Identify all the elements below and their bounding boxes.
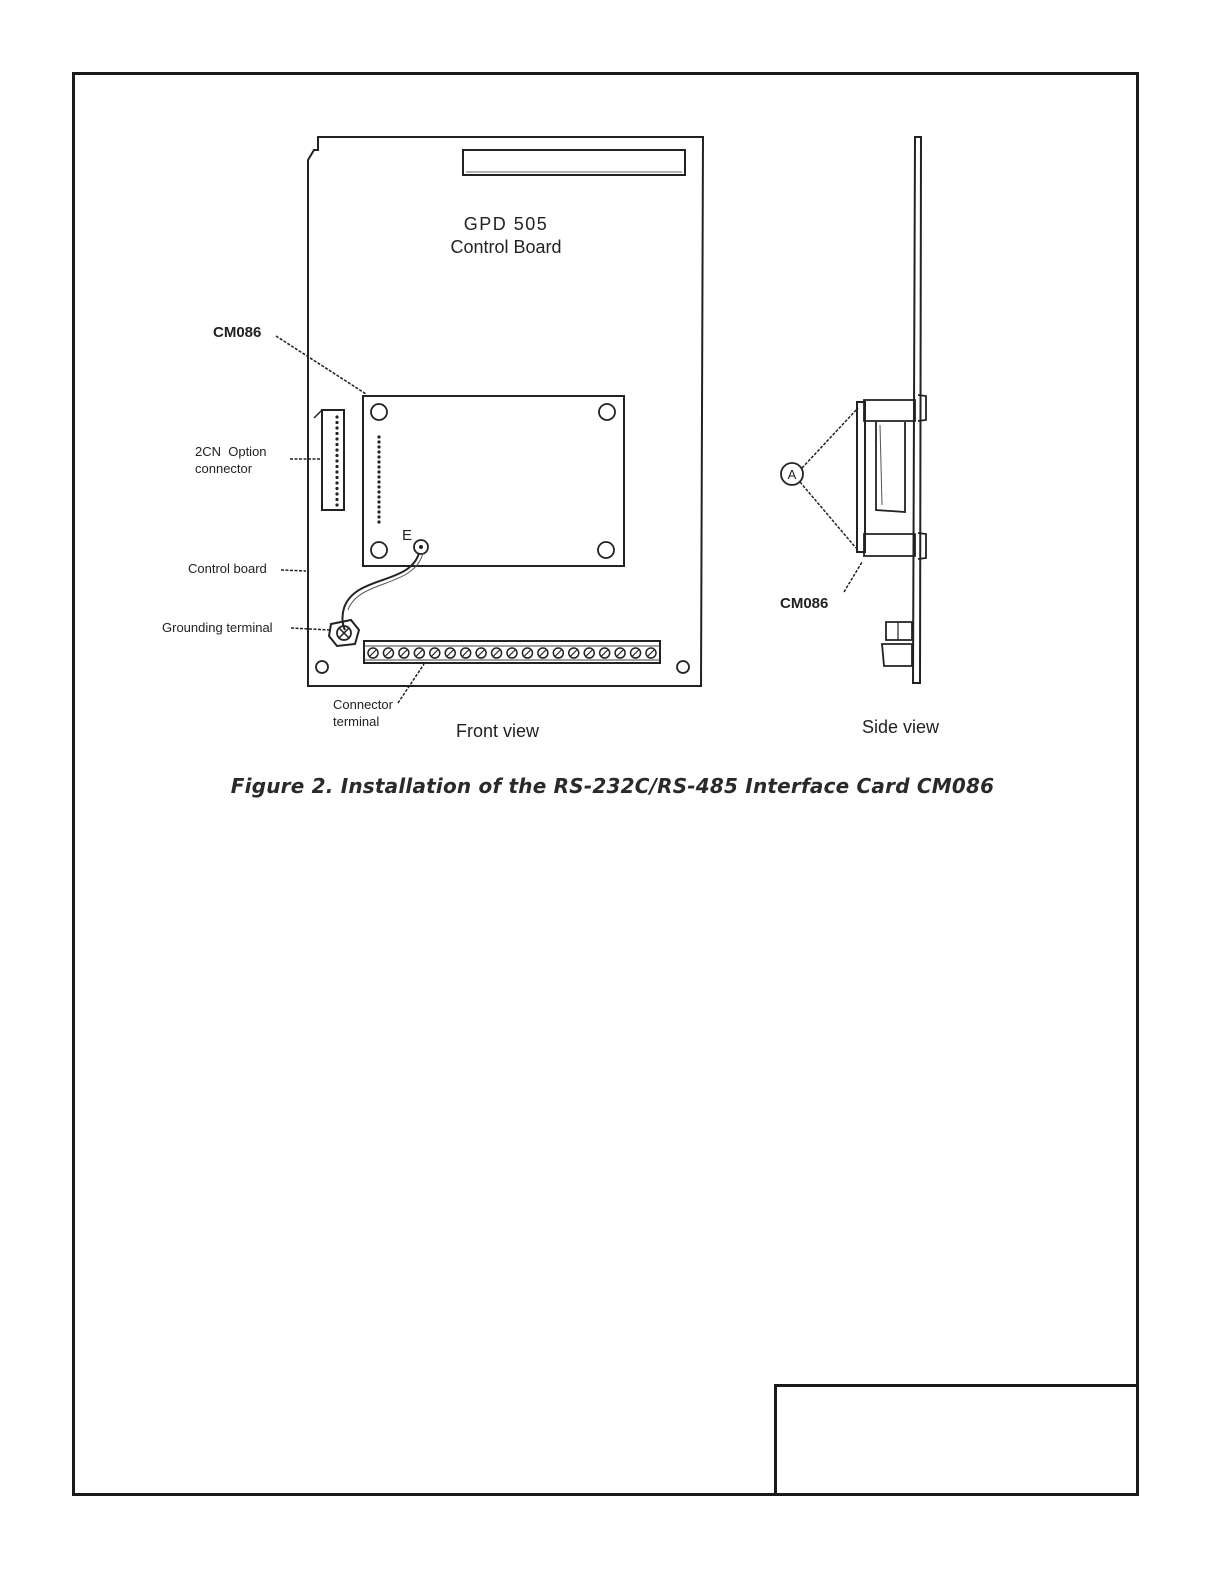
card-pin: [377, 500, 380, 503]
connector-pin: [335, 498, 338, 501]
connector-pin: [335, 421, 338, 424]
terminal-screw: [538, 648, 548, 658]
terminal-screw: [522, 648, 532, 658]
connector-pin: [335, 415, 338, 418]
card-pin: [377, 445, 380, 448]
connector-pin: [335, 470, 338, 473]
connector-pin: [335, 426, 338, 429]
card-pin: [377, 495, 380, 498]
card-pin: [377, 470, 380, 473]
grounding-wire: [342, 553, 419, 630]
card-pin: [377, 515, 380, 518]
terminal-screw: [615, 648, 625, 658]
card-pin-row: [377, 435, 380, 523]
terminal-screw: [492, 648, 502, 658]
connector-pin: [335, 481, 338, 484]
cm086-front-label: CM086: [213, 324, 262, 341]
connector-pin: [335, 432, 338, 435]
e-label: E: [402, 527, 413, 544]
control-board-label: Control board: [188, 561, 267, 576]
board-title: GPD 505: [463, 214, 549, 234]
terminal-screw: [430, 648, 440, 658]
connector-pin: [335, 465, 338, 468]
terminal-screw: [631, 648, 641, 658]
connector-pin: [335, 476, 338, 479]
a-marker-label: A: [787, 467, 797, 482]
card-pin: [377, 485, 380, 488]
option-connector-label-line1: 2CN Option: [195, 444, 267, 459]
terminal-screw: [368, 648, 378, 658]
side-view: [780, 137, 940, 737]
front-view: [162, 137, 703, 741]
grounding-terminal-label: Grounding terminal: [162, 620, 273, 635]
card-pin: [377, 435, 380, 438]
card-pin: [377, 490, 380, 493]
card-pin: [377, 440, 380, 443]
connector-pin-row: [335, 415, 338, 506]
cm086-side-label: CM086: [780, 595, 829, 612]
terminal-screw: [569, 648, 579, 658]
card-pin: [377, 460, 380, 463]
connector-pin: [335, 448, 338, 451]
terminal-screw: [553, 648, 563, 658]
connector-pin: [335, 443, 338, 446]
front-view-label: Front view: [456, 721, 540, 741]
card-pin: [377, 505, 380, 508]
connector-pin: [335, 437, 338, 440]
card-pin: [377, 475, 380, 478]
terminal-screw: [600, 648, 610, 658]
2cn-option-connector: [322, 410, 344, 510]
card-pin: [377, 520, 380, 523]
terminal-screw: [461, 648, 471, 658]
terminal-screw: [507, 648, 517, 658]
connector-terminal-label-line1: Connector: [333, 697, 393, 712]
terminal-screw: [414, 648, 424, 658]
terminal-screw: [646, 648, 656, 658]
terminal-screw: [399, 648, 409, 658]
card-pin: [377, 480, 380, 483]
side-view-label: Side view: [862, 717, 940, 737]
connector-pin: [335, 487, 338, 490]
option-connector-label-line2: connector: [195, 461, 253, 476]
figure-caption: Figure 2. Installation of the RS-232C/RS-485 Interface Card CM086: [230, 774, 995, 798]
card-pin: [377, 465, 380, 468]
connector-pin: [335, 492, 338, 495]
terminal-screw: [584, 648, 594, 658]
connector-pin: [335, 459, 338, 462]
connector-pin: [335, 454, 338, 457]
terminal-screw-row: [368, 648, 656, 658]
terminal-screw: [383, 648, 393, 658]
card-pin: [377, 510, 380, 513]
terminal-screw: [445, 648, 455, 658]
board-subtitle: Control Board: [450, 237, 562, 257]
terminal-screw: [476, 648, 486, 658]
card-pin: [377, 455, 380, 458]
side-cm086-card: [857, 402, 865, 552]
connector-terminal-label-line2: terminal: [333, 714, 380, 729]
top-connector-slot: [463, 150, 685, 175]
card-pin: [377, 450, 380, 453]
connector-pin: [335, 503, 338, 506]
